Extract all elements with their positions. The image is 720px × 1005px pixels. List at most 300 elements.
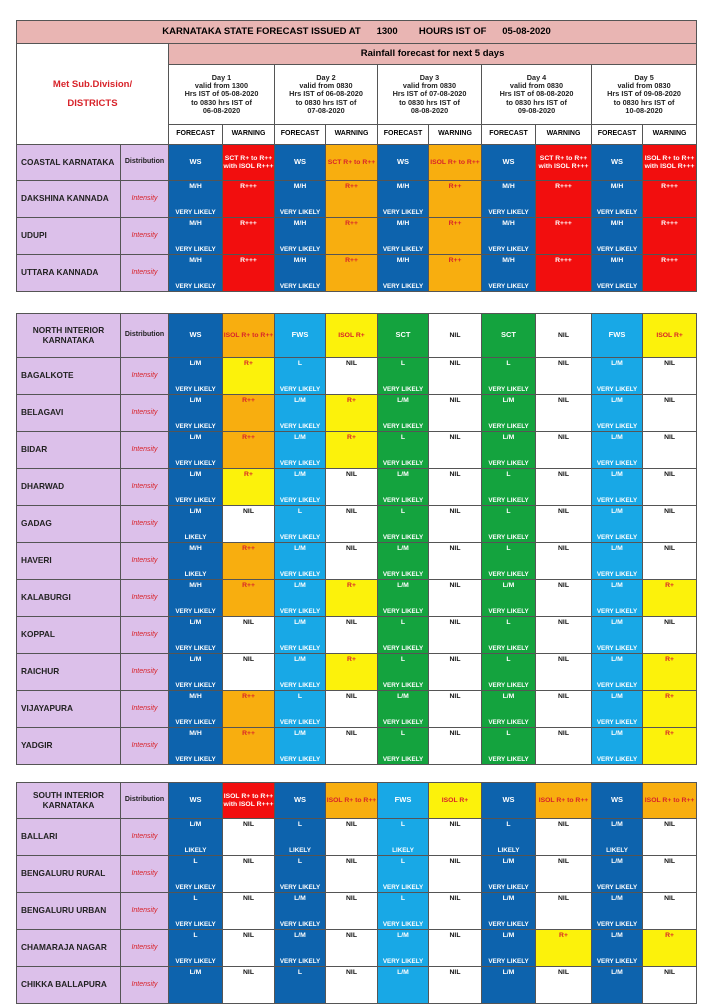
intensity-value: L bbox=[506, 508, 511, 515]
warning-value: NIL bbox=[558, 969, 569, 976]
district-warning bbox=[223, 181, 275, 218]
district-forecast bbox=[169, 506, 223, 543]
probability-value: VERY LIKELY bbox=[279, 459, 321, 467]
warning-value: R+ bbox=[665, 730, 675, 737]
district-warning bbox=[536, 819, 592, 856]
district-forecast bbox=[275, 469, 326, 506]
district-warning bbox=[536, 930, 592, 967]
day-5-title: Day 5 bbox=[634, 72, 654, 82]
warning-col-header: WARNING bbox=[326, 125, 378, 145]
district-forecast bbox=[169, 856, 223, 893]
district-forecast bbox=[482, 432, 536, 469]
warning-value: NIL bbox=[449, 619, 461, 626]
district-warning bbox=[536, 506, 592, 543]
probability-value: VERY LIKELY bbox=[596, 681, 638, 689]
probability-value: VERY LIKELY bbox=[175, 282, 216, 290]
warning-value: NIL bbox=[449, 360, 461, 367]
district-forecast bbox=[378, 506, 429, 543]
intensity-value: L bbox=[400, 360, 406, 367]
district-forecast bbox=[482, 543, 536, 580]
district-row bbox=[17, 930, 697, 967]
probability-value: VERY LIKELY bbox=[596, 644, 638, 652]
probability-value: VERY LIKELY bbox=[382, 496, 424, 504]
intensity-value: L/M bbox=[294, 932, 306, 939]
warning-text: ISOL R+ bbox=[441, 796, 469, 804]
district-name: UTTARA KANNADA bbox=[17, 255, 121, 292]
met-subdivision-header bbox=[17, 44, 169, 145]
district-forecast bbox=[275, 654, 326, 691]
warning-value: NIL bbox=[346, 858, 357, 865]
intensity-label: Intensity bbox=[121, 819, 169, 856]
warning-value: NIL bbox=[558, 582, 569, 589]
district-forecast bbox=[275, 856, 326, 893]
distribution-row bbox=[17, 783, 697, 819]
intensity-value: M/H bbox=[610, 183, 624, 190]
probability-value: VERY LIKELY bbox=[488, 883, 529, 891]
warning-value: NIL bbox=[346, 895, 357, 902]
district-warning bbox=[223, 395, 275, 432]
district-row bbox=[17, 395, 697, 432]
warning-value: R+++ bbox=[555, 220, 572, 227]
warning-value: NIL bbox=[664, 508, 676, 515]
issue-time: 1300 bbox=[376, 25, 398, 37]
intensity-value: L/M bbox=[294, 895, 306, 902]
warning-value: NIL bbox=[243, 932, 254, 939]
probability-value: LIKELY bbox=[184, 570, 207, 578]
probability-value: VERY LIKELY bbox=[175, 920, 216, 928]
probability-value: VERY LIKELY bbox=[596, 533, 638, 541]
district-name: BALLARI bbox=[17, 819, 121, 856]
district-forecast bbox=[169, 654, 223, 691]
intensity-value: L/M bbox=[294, 434, 306, 441]
district-warning bbox=[326, 691, 378, 728]
intensity-value: M/H bbox=[189, 183, 202, 190]
distribution-warning bbox=[536, 314, 592, 358]
intensity-value: L/M bbox=[611, 656, 623, 663]
intensity-label: Intensity bbox=[121, 930, 169, 967]
district-forecast bbox=[378, 358, 429, 395]
probability-value: VERY LIKELY bbox=[596, 459, 638, 467]
district-row bbox=[17, 893, 697, 930]
warning-text: ISOL R+ bbox=[656, 331, 683, 339]
probability-value: VERY LIKELY bbox=[382, 459, 424, 467]
district-row bbox=[17, 255, 697, 292]
warning-value: NIL bbox=[449, 434, 461, 441]
district-forecast bbox=[482, 691, 536, 728]
intensity-value: L/M bbox=[294, 656, 306, 663]
distribution-forecast: FWS bbox=[592, 314, 643, 358]
intensity-value: M/H bbox=[396, 257, 410, 264]
district-warning bbox=[326, 893, 378, 930]
intensity-label: Intensity bbox=[121, 654, 169, 691]
district-warning bbox=[223, 691, 275, 728]
probability-value: VERY LIKELY bbox=[382, 570, 424, 578]
district-warning bbox=[326, 181, 378, 218]
intensity-value: L/M bbox=[611, 434, 623, 441]
district-name: HAVERI bbox=[17, 543, 121, 580]
distribution-label: Distribution bbox=[121, 145, 169, 181]
district-warning bbox=[536, 432, 592, 469]
day-4-l1: valid from 0830 bbox=[509, 80, 564, 90]
distribution-label: Distribution bbox=[121, 783, 169, 819]
warning-value: NIL bbox=[558, 619, 569, 626]
district-warning bbox=[536, 181, 592, 218]
intensity-label: Intensity bbox=[121, 255, 169, 292]
intensity-value: L bbox=[400, 656, 406, 663]
warning-value: R++ bbox=[242, 582, 255, 589]
district-forecast bbox=[378, 654, 429, 691]
warning-value: NIL bbox=[243, 508, 254, 515]
probability-value: VERY LIKELY bbox=[488, 459, 529, 467]
district-warning bbox=[643, 432, 697, 469]
intensity-value: L/M bbox=[189, 434, 202, 441]
distribution-forecast: FWS bbox=[275, 314, 326, 358]
distribution-forecast: WS bbox=[275, 145, 326, 181]
probability-value: VERY LIKELY bbox=[488, 920, 529, 928]
forecast-col-header: FORECAST bbox=[169, 125, 223, 145]
district-name: BENGALURU URBAN bbox=[17, 893, 121, 930]
probability-value: VERY LIKELY bbox=[596, 570, 638, 578]
intensity-label: Intensity bbox=[121, 728, 169, 765]
district-forecast bbox=[592, 930, 643, 967]
district-warning bbox=[326, 580, 378, 617]
probability-value: VERY LIKELY bbox=[382, 920, 424, 928]
intensity-value: M/H bbox=[610, 257, 624, 264]
district-forecast bbox=[378, 469, 429, 506]
district-warning bbox=[643, 469, 697, 506]
district-forecast bbox=[275, 930, 326, 967]
intensity-value: L/M bbox=[397, 545, 409, 552]
probability-value: LIKELY bbox=[289, 846, 311, 854]
distribution-warning bbox=[536, 145, 592, 181]
distribution-forecast: WS bbox=[482, 145, 536, 181]
district-forecast bbox=[169, 893, 223, 930]
day-5-l4: 10-08-2020 bbox=[625, 106, 663, 116]
probability-value: VERY LIKELY bbox=[596, 920, 638, 928]
district-warning bbox=[643, 506, 697, 543]
district-warning bbox=[643, 819, 697, 856]
district-warning bbox=[643, 893, 697, 930]
warning-value: R+ bbox=[244, 471, 253, 478]
intensity-value: L bbox=[506, 730, 511, 737]
intensity-value: L bbox=[400, 895, 406, 902]
warning-value: NIL bbox=[449, 969, 461, 976]
district-forecast bbox=[378, 543, 429, 580]
district-forecast bbox=[378, 255, 429, 292]
district-warning bbox=[429, 654, 482, 691]
distribution-forecast: SCT bbox=[482, 314, 536, 358]
district-warning bbox=[536, 856, 592, 893]
district-forecast bbox=[378, 218, 429, 255]
distribution-warning bbox=[536, 783, 592, 819]
probability-value: VERY LIKELY bbox=[279, 718, 321, 726]
intensity-label: Intensity bbox=[121, 432, 169, 469]
probability-value: VERY LIKELY bbox=[382, 718, 424, 726]
probability-value: VERY LIKELY bbox=[382, 245, 424, 253]
district-warning bbox=[643, 967, 697, 1004]
district-warning bbox=[643, 580, 697, 617]
warning-value: R++ bbox=[345, 183, 358, 190]
warning-value: R++ bbox=[242, 730, 255, 737]
district-warning bbox=[536, 691, 592, 728]
intensity-value: L/M bbox=[397, 471, 409, 478]
warning-value: NIL bbox=[664, 545, 676, 552]
intensity-value: L bbox=[193, 895, 198, 902]
probability-value: VERY LIKELY bbox=[279, 957, 321, 965]
district-forecast bbox=[482, 728, 536, 765]
warning-text: SCT R+ to R++ bbox=[327, 158, 376, 166]
intensity-value: L bbox=[400, 508, 406, 515]
intensity-value: L bbox=[506, 545, 511, 552]
intensity-value: L bbox=[297, 508, 303, 515]
distribution-warning bbox=[223, 783, 275, 819]
district-forecast bbox=[275, 432, 326, 469]
warning-value: NIL bbox=[449, 730, 461, 737]
met-label-line2: DISTRICTS bbox=[67, 98, 118, 109]
warning-value: R+ bbox=[244, 360, 253, 367]
intensity-label: Intensity bbox=[121, 469, 169, 506]
warning-value: R+ bbox=[559, 932, 568, 939]
intensity-value: L/M bbox=[294, 471, 306, 478]
probability-value: VERY LIKELY bbox=[175, 644, 216, 652]
probability-value: VERY LIKELY bbox=[382, 681, 424, 689]
distribution-label: Distribution bbox=[121, 314, 169, 358]
warning-value: NIL bbox=[558, 821, 569, 828]
warning-value: NIL bbox=[558, 397, 569, 404]
intensity-value: L bbox=[193, 858, 198, 865]
met-label-line1: Met Sub.Division/ bbox=[52, 79, 133, 90]
district-forecast bbox=[378, 691, 429, 728]
day-3-l2: Hrs IST of 07-08-2020 bbox=[392, 89, 467, 99]
day-5-l3: to 0830 hrs IST of bbox=[613, 97, 675, 107]
probability-value: VERY LIKELY bbox=[488, 422, 529, 430]
intensity-label: Intensity bbox=[121, 967, 169, 1004]
district-warning bbox=[223, 580, 275, 617]
warning-text: SCT R+ to R++ with ISOL R+++ bbox=[223, 155, 274, 170]
intensity-label: Intensity bbox=[121, 580, 169, 617]
district-forecast bbox=[275, 819, 326, 856]
district-forecast bbox=[482, 856, 536, 893]
district-row bbox=[17, 543, 697, 580]
district-forecast bbox=[169, 395, 223, 432]
district-forecast bbox=[275, 358, 326, 395]
day-4-header bbox=[482, 65, 592, 125]
district-forecast bbox=[482, 255, 536, 292]
intensity-value: L bbox=[297, 693, 303, 700]
probability-value: VERY LIKELY bbox=[488, 533, 529, 541]
district-warning bbox=[326, 654, 378, 691]
probability-value: VERY LIKELY bbox=[175, 496, 216, 504]
warning-value: NIL bbox=[558, 360, 569, 367]
warning-value: NIL bbox=[346, 693, 357, 700]
distribution-warning bbox=[643, 145, 697, 181]
distribution-forecast: WS bbox=[592, 783, 643, 819]
warning-value: NIL bbox=[346, 969, 357, 976]
intensity-value: M/H bbox=[189, 582, 202, 589]
intensity-value: M/H bbox=[610, 220, 624, 227]
warning-value: R+ bbox=[665, 582, 675, 589]
warning-text: ISOL R+ to R++ bbox=[326, 796, 377, 804]
day-2-l1: valid from 0830 bbox=[299, 80, 353, 90]
district-forecast bbox=[378, 181, 429, 218]
district-forecast bbox=[592, 856, 643, 893]
day-1-l4: 06-08-2020 bbox=[202, 106, 241, 116]
intensity-value: L/M bbox=[189, 508, 202, 515]
intensity-value: L/M bbox=[189, 360, 202, 367]
spacer-cell bbox=[17, 292, 697, 314]
warning-value: R+++ bbox=[555, 183, 572, 190]
probability-value: VERY LIKELY bbox=[596, 282, 638, 290]
day-2-l2: Hrs IST of 06-08-2020 bbox=[289, 89, 363, 99]
district-warning bbox=[536, 358, 592, 395]
intensity-value: L/M bbox=[397, 693, 409, 700]
warning-value: NIL bbox=[346, 821, 357, 828]
intensity-value: M/H bbox=[189, 693, 202, 700]
district-forecast bbox=[378, 967, 429, 1004]
district-warning bbox=[429, 691, 482, 728]
warning-text: ISOL R+ bbox=[338, 331, 365, 339]
district-name: KOPPAL bbox=[17, 617, 121, 654]
intensity-value: L bbox=[506, 619, 511, 626]
district-warning bbox=[536, 967, 592, 1004]
district-warning bbox=[643, 218, 697, 255]
warning-value: R+++ bbox=[555, 257, 572, 264]
district-warning bbox=[536, 617, 592, 654]
day-5-l1: valid from 0830 bbox=[617, 80, 671, 90]
district-warning bbox=[643, 543, 697, 580]
district-forecast bbox=[378, 580, 429, 617]
warning-value: NIL bbox=[449, 471, 461, 478]
probability-value: VERY LIKELY bbox=[279, 245, 321, 253]
intensity-value: L/M bbox=[611, 693, 623, 700]
title-mid: HOURS IST OF bbox=[418, 25, 487, 37]
intensity-label: Intensity bbox=[121, 181, 169, 218]
intensity-value: L/M bbox=[397, 397, 409, 404]
intensity-value: M/H bbox=[293, 220, 307, 227]
district-warning bbox=[429, 617, 482, 654]
probability-value: VERY LIKELY bbox=[279, 208, 321, 216]
report-title bbox=[17, 21, 697, 44]
probability-value: VERY LIKELY bbox=[488, 681, 529, 689]
probability-value: VERY LIKELY bbox=[596, 245, 638, 253]
district-warning bbox=[429, 856, 482, 893]
day-3-l4: 08-08-2020 bbox=[410, 106, 449, 116]
district-warning bbox=[326, 395, 378, 432]
intensity-value: L bbox=[400, 619, 406, 626]
warning-value: NIL bbox=[243, 969, 254, 976]
intensity-value: L/M bbox=[502, 932, 515, 939]
probability-value: VERY LIKELY bbox=[488, 755, 529, 763]
warning-value: NIL bbox=[449, 821, 461, 828]
intensity-label: Intensity bbox=[121, 856, 169, 893]
day-4-title: Day 4 bbox=[526, 72, 547, 82]
district-warning bbox=[223, 358, 275, 395]
forecast-sheet bbox=[16, 20, 696, 1004]
probability-value: VERY LIKELY bbox=[382, 957, 424, 965]
intensity-value: L bbox=[400, 821, 406, 828]
district-forecast bbox=[592, 218, 643, 255]
district-warning bbox=[536, 728, 592, 765]
probability-value: VERY LIKELY bbox=[175, 755, 216, 763]
intensity-value: L/M bbox=[611, 360, 623, 367]
warning-text: ISOL R+ to R++ with ISOL R+++ bbox=[223, 793, 274, 808]
warning-value: NIL bbox=[346, 471, 357, 478]
district-warning bbox=[223, 819, 275, 856]
distribution-warning bbox=[429, 145, 482, 181]
warning-value: NIL bbox=[243, 821, 254, 828]
district-name: VIJAYAPURA bbox=[17, 691, 121, 728]
district-forecast bbox=[482, 893, 536, 930]
district-forecast bbox=[275, 506, 326, 543]
district-row bbox=[17, 469, 697, 506]
warning-value: R+ bbox=[347, 397, 356, 404]
district-forecast bbox=[592, 691, 643, 728]
district-forecast bbox=[482, 358, 536, 395]
district-warning bbox=[536, 255, 592, 292]
intensity-value: M/H bbox=[189, 257, 202, 264]
spacer-cell bbox=[17, 765, 697, 783]
probability-value: VERY LIKELY bbox=[488, 282, 529, 290]
district-forecast bbox=[592, 893, 643, 930]
district-row bbox=[17, 819, 697, 856]
warning-value: NIL bbox=[346, 619, 357, 626]
district-warning bbox=[643, 856, 697, 893]
intensity-value: L/M bbox=[502, 434, 515, 441]
probability-value: VERY LIKELY bbox=[175, 607, 216, 615]
issue-date: 05-08-2020 bbox=[502, 25, 551, 37]
district-warning bbox=[223, 967, 275, 1004]
district-warning bbox=[643, 395, 697, 432]
day-3-header bbox=[378, 65, 482, 125]
district-name: YADGIR bbox=[17, 728, 121, 765]
district-warning bbox=[223, 617, 275, 654]
day-1-l1: valid from 1300 bbox=[194, 80, 249, 90]
warning-value: NIL bbox=[449, 693, 461, 700]
warning-col-header: WARNING bbox=[643, 125, 697, 145]
warning-value: NIL bbox=[558, 471, 569, 478]
probability-value: VERY LIKELY bbox=[488, 496, 529, 504]
intensity-label: Intensity bbox=[121, 617, 169, 654]
district-name: BENGALURU RURAL bbox=[17, 856, 121, 893]
distribution-warning bbox=[223, 145, 275, 181]
probability-value: VERY LIKELY bbox=[382, 607, 424, 615]
intensity-label: Intensity bbox=[121, 358, 169, 395]
district-warning bbox=[536, 218, 592, 255]
district-warning bbox=[536, 893, 592, 930]
warning-value: NIL bbox=[449, 932, 461, 939]
warning-value: R+++ bbox=[240, 257, 257, 264]
probability-value: VERY LIKELY bbox=[279, 570, 321, 578]
district-warning bbox=[536, 543, 592, 580]
warning-value: NIL bbox=[449, 545, 461, 552]
district-forecast bbox=[482, 395, 536, 432]
warning-value: R+ bbox=[665, 932, 675, 939]
warning-value: NIL bbox=[558, 434, 569, 441]
intensity-value: L/M bbox=[611, 619, 623, 626]
intensity-value: L bbox=[297, 858, 303, 865]
district-warning bbox=[429, 967, 482, 1004]
district-warning bbox=[643, 255, 697, 292]
intensity-value: L bbox=[193, 932, 198, 939]
forecast-col-header: FORECAST bbox=[275, 125, 326, 145]
district-name: BAGALKOTE bbox=[17, 358, 121, 395]
intensity-value: L/M bbox=[397, 969, 409, 976]
intensity-label: Intensity bbox=[121, 691, 169, 728]
district-forecast bbox=[169, 469, 223, 506]
warning-value: R+++ bbox=[240, 220, 257, 227]
district-warning bbox=[326, 218, 378, 255]
district-row bbox=[17, 617, 697, 654]
